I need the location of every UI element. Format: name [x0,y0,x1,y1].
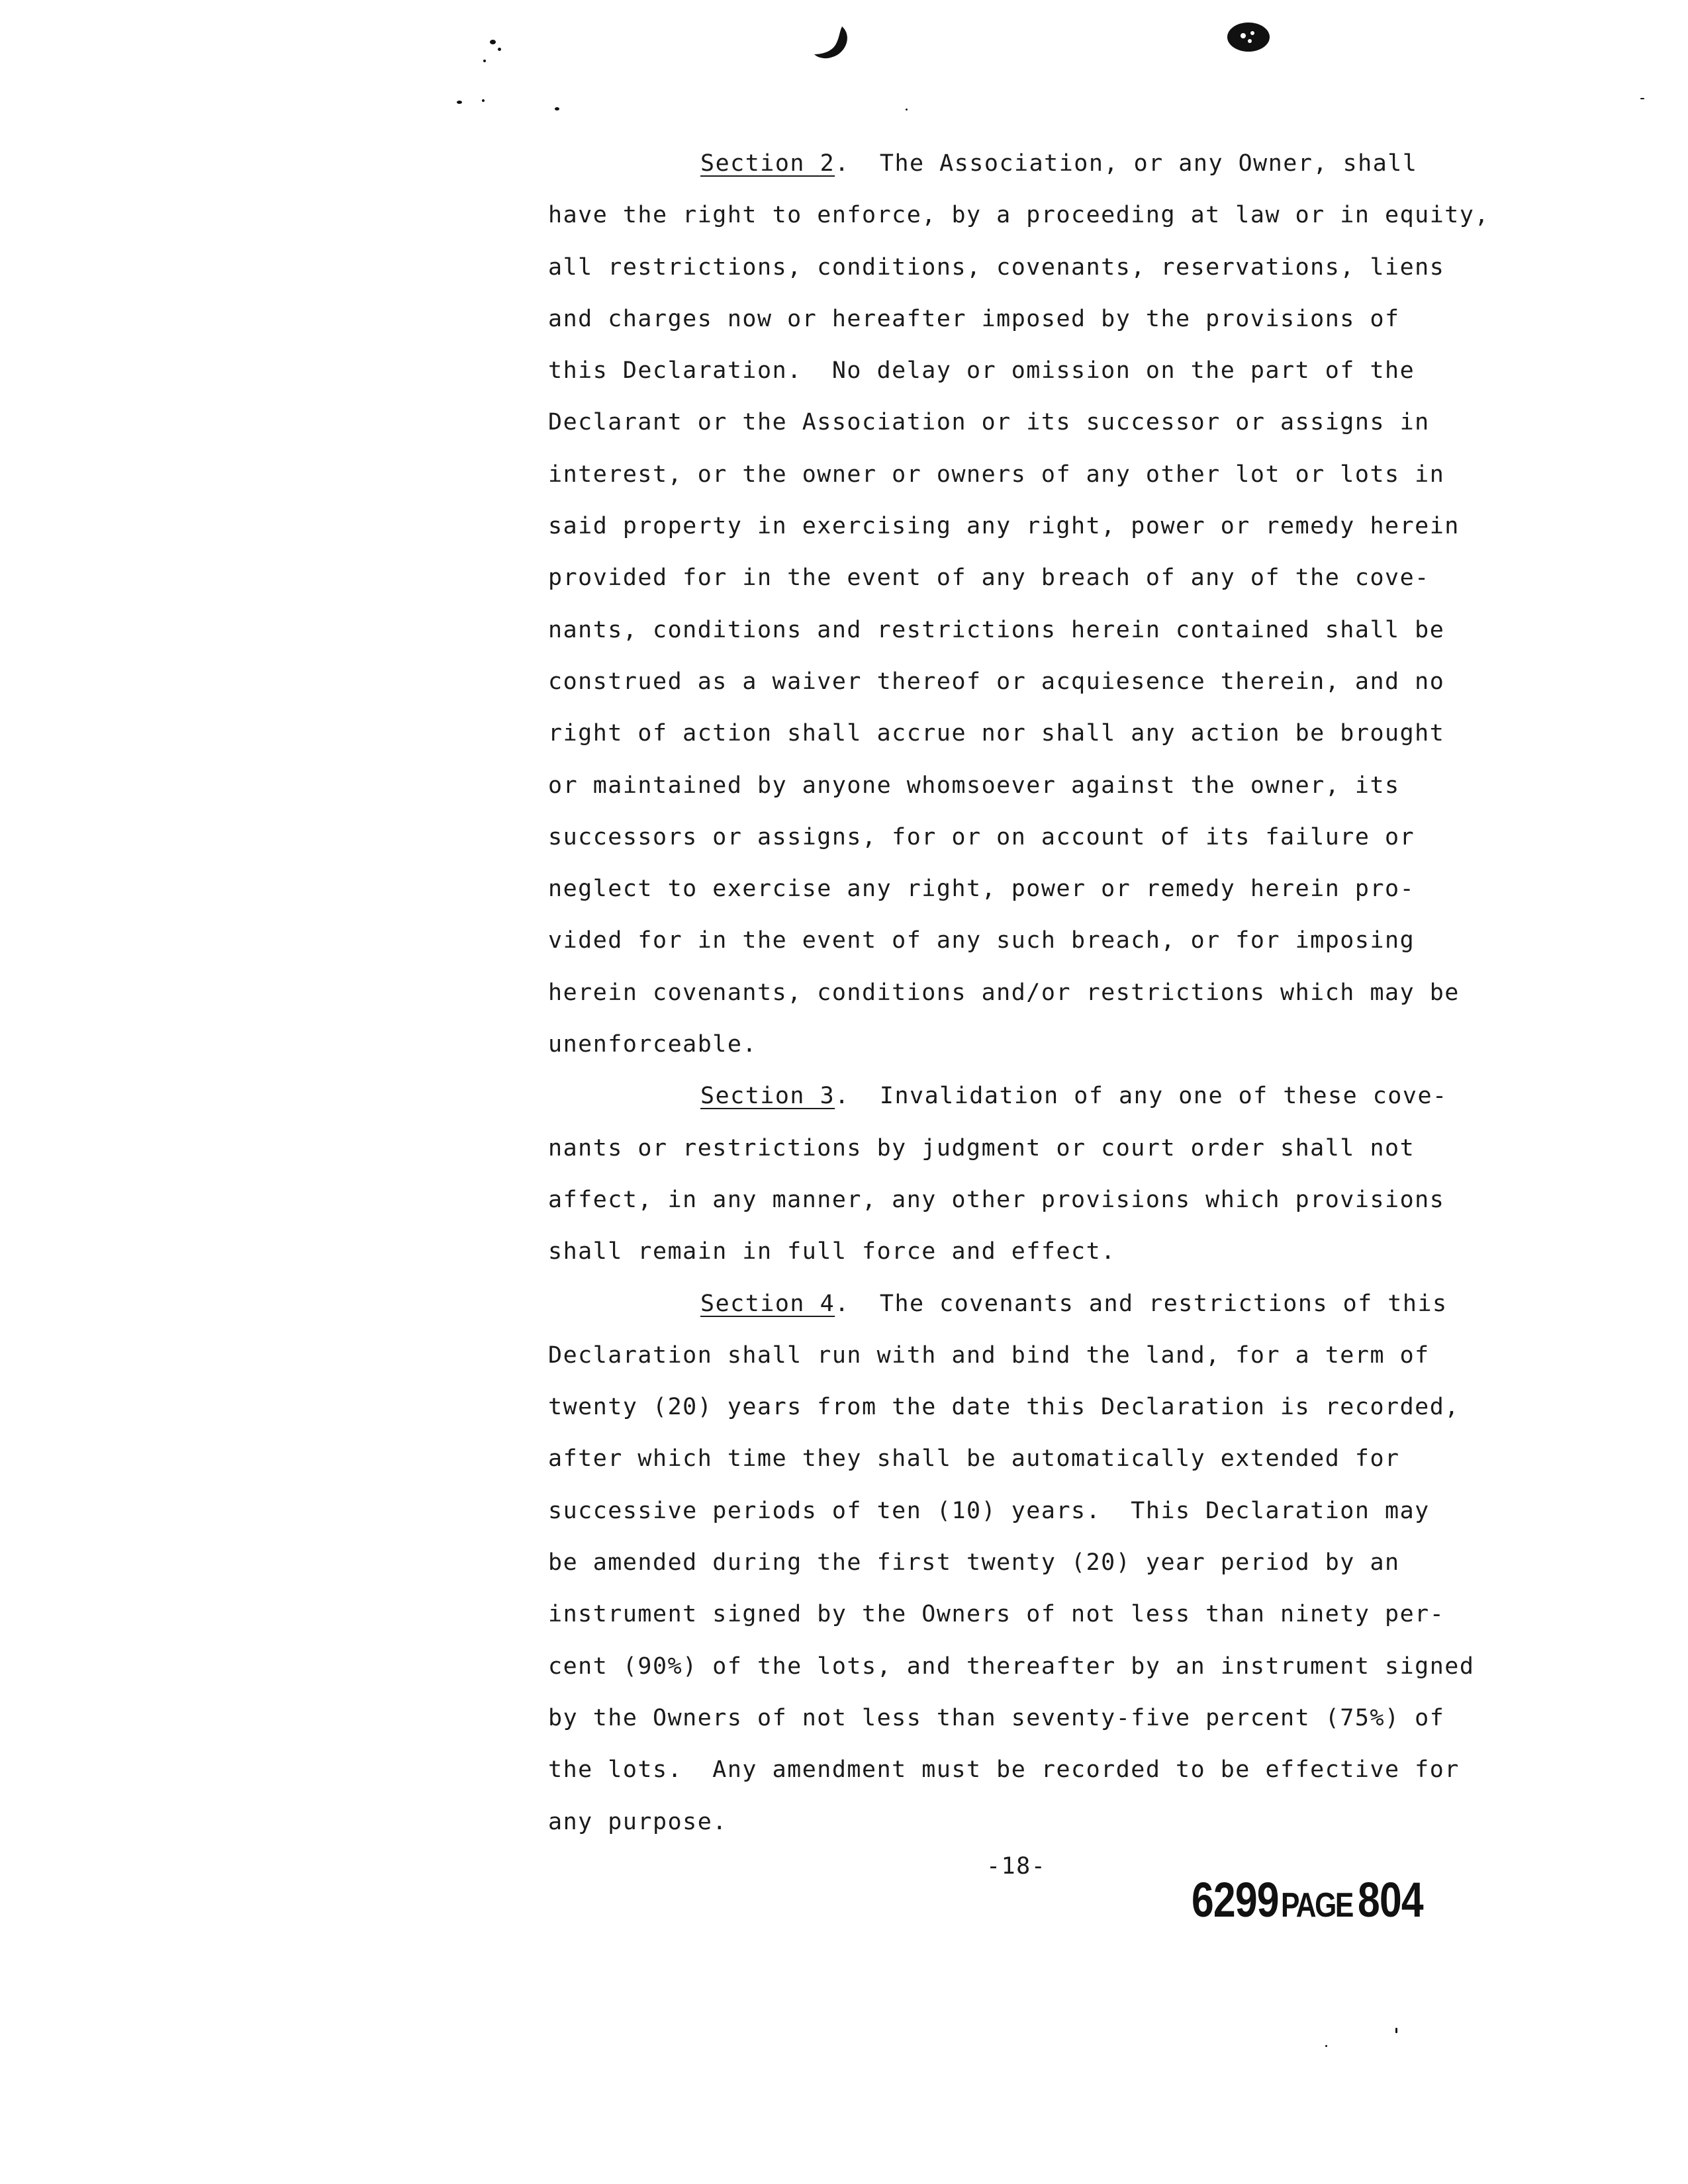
section-2-first-line [548,138,1554,189]
text-line: successive periods of ten (10) years. This Declaration may [548,1497,1430,1524]
text-line: this Declaration. No delay or omission on the part of the [548,357,1415,385]
text-line: unenforceable. [548,1031,758,1058]
text-line: successors or assigns, for or on account of its failure or [548,823,1415,850]
scan-speck [483,60,486,62]
text-line: any purpose. [548,1808,727,1835]
page-number: -18- [986,1853,1047,1880]
text-line: herein covenants, conditions and/or restrictions which may be [548,979,1460,1006]
text-line: nants or restrictions by judgment or court order shall not [548,1134,1415,1161]
section-4-paragraph [548,1278,1554,1848]
stamp-book-number: 6299 [1192,1872,1279,1927]
scan-speck [490,40,496,44]
section-3-paragraph [548,1070,1554,1277]
text-line: the lots. Any amendment must be recorded to be effective for [548,1756,1460,1784]
section-2-label: Section 2 [700,150,835,177]
section-2-paragraph [548,138,1554,1070]
section-3-first-line-text: . Invalidation of any one of these cove- [835,1083,1448,1110]
section-2-first-line-text: . The Association, or any Owner, shall [835,150,1418,177]
text-line: vided for in the event of any such breach, or for imposing [548,927,1415,954]
text-line: by the Owners of not less than seventy-five percent (75%) of [548,1704,1445,1731]
section-4-label: Section 4 [700,1290,835,1317]
text-line: construed as a waiver thereof or acquiesence therein, and no [548,668,1445,695]
text-line: instrument signed by the Owners of not less than ninety per- [548,1601,1445,1628]
text-line: affect, in any manner, any other provisions which provisions [548,1186,1445,1213]
text-line: be amended during the first twenty (20) year period by an [548,1549,1400,1576]
scan-speck [1395,2028,1397,2033]
punch-hole-mark-icon [813,24,855,62]
book-page-stamp [1192,1872,1423,1928]
text-line: cent (90%) of the lots, and thereafter by an instrument signed [548,1653,1475,1680]
text-line: provided for in the event of any breach of any of the cove- [548,565,1430,592]
text-line: and charges now or hereafter imposed by the provisions of [548,305,1400,332]
text-line: shall remain in full force and effect. [548,1238,1116,1265]
text-line: twenty (20) years from the date this Declaration is recorded, [548,1394,1460,1421]
section-4-first-line [548,1278,1554,1330]
text-line: said property in exercising any right, power or remedy herein [548,513,1460,540]
text-line: or maintained by anyone whomsoever against the owner, its [548,772,1400,799]
text-line: after which time they shall be automatically extended for [548,1445,1400,1473]
text-line: neglect to exercise any right, power or remedy herein pro- [548,876,1415,903]
scan-speck [1640,98,1644,99]
text-line: all restrictions, conditions, covenants, reservations, liens [548,253,1445,281]
text-line: Declaration shall run with and bind the land, for a term of [548,1342,1430,1369]
section-3-label: Section 3 [700,1083,835,1110]
document-body [548,138,1554,1848]
scan-speck [498,48,501,51]
scan-speck [1325,2045,1327,2047]
stamp-page-number: 804 [1358,1872,1423,1927]
scan-speck [906,109,908,111]
section-4-first-line-text: . The covenants and restrictions of this [835,1290,1448,1317]
text-line: have the right to enforce, by a proceeding at law or in equity, [548,202,1490,229]
stamp-page-word: PAGE [1280,1886,1352,1925]
text-line: interest, or the owner or owners of any other lot or lots in [548,461,1445,488]
text-line: nants, conditions and restrictions herein contained shall be [548,616,1445,643]
section-3-first-line [548,1070,1554,1122]
text-line: right of action shall accrue nor shall any action be brought [548,720,1445,747]
scan-speck [555,107,559,111]
punch-hole-mark-icon [1226,23,1271,56]
scan-speck [482,99,485,102]
scan-speck [457,101,462,104]
text-line: Declarant or the Association or its successor or assigns in [548,409,1430,436]
